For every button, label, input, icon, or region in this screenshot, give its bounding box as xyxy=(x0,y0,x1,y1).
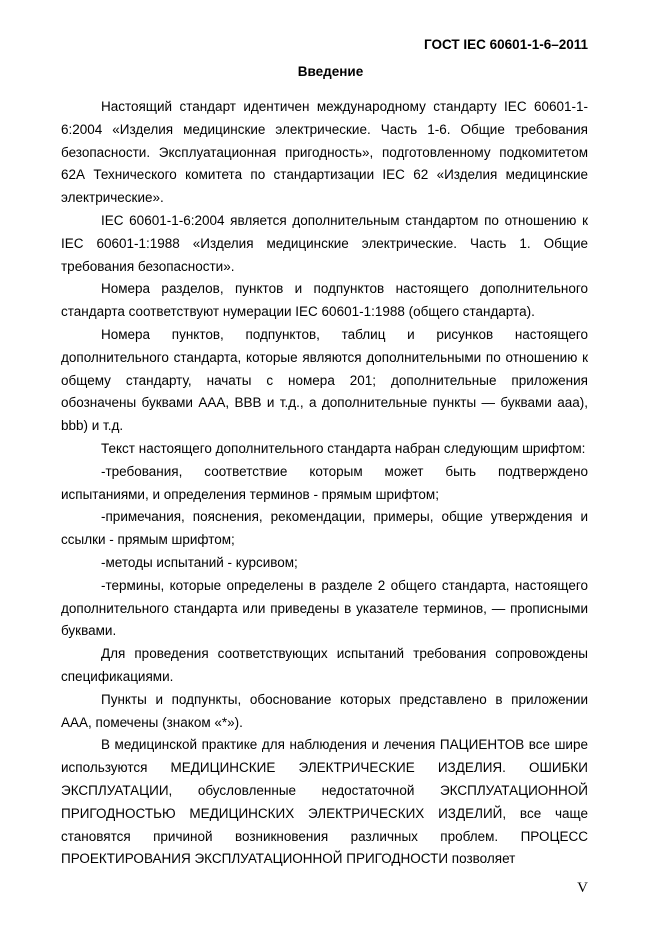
list-item: -термины, которые определены в разделе 2 общего стандарта, настоящего дополнительного стандарта или приведены в указателе терминов, — прописными буквами. xyxy=(61,577,588,639)
paragraph: Настоящий стандарт идентичен международному стандарту IEC 60601-1-6:2004 «Изделия медицинские электрические. Часть 1-6. Общие требования безопасности. Эксплуатационная пригодность», подготовленному подкомитетом 62А Технического комитета по стандартизации IEC 62 «Изделия медицинские электрические». xyxy=(61,99,588,206)
paragraph: Текст настоящего дополнительного стандарта набран следующим шрифтом: xyxy=(101,440,586,456)
paragraph: В медицинской практике для наблюдения и лечения ПАЦИЕНТОВ все шире используются МЕДИЦИНСКИЕ ЭЛЕКТРИЧЕСКИЕ ИЗДЕЛИЯ. ОШИБКИ ЭКСПЛУАТАЦИИ, обусловленные недостаточной ЭКСПЛУАТАЦИОННОЙ ПРИГОДНОСТЬЮ МЕДИЦИНСКИХ ЭЛЕКТРИЧЕСКИХ ИЗДЕЛИЙ, все чаще становятся причиной возникновения различных проблем. ПРОЦЕСС ПРОЕКТИРОВАНИЯ ЭКСПЛУАТАЦИОННОЙ ПРИГОДНОСТИ позволяет xyxy=(61,737,588,867)
paragraph: Для проведения соответствующих испытаний требования сопровождены спецификациями. xyxy=(61,646,588,684)
page-number: V xyxy=(577,880,588,896)
paragraph: Номера разделов, пунктов и подпунктов настоящего дополнительного стандарта соответствуют нумерации IEC 60601-1:1988 (общего стандарта). xyxy=(61,281,588,320)
paragraph: Пункты и подпункты, обоснование которых представлено в приложении ААА, помечены (знаком «*»). xyxy=(61,691,588,730)
document-header: ГОСТ IEC 60601-1-6–2011 xyxy=(424,37,588,52)
list-item: -примечания, пояснения, рекомендации, примеры, общие утверждения и ссылки - прямым шрифтом; xyxy=(61,509,588,548)
paragraph: Номера пунктов, подпунктов, таблиц и рисунков настоящего дополнительного стандарта, которые являются дополнительными по отношению к общему стандарту, начаты с номера 201; дополнительные приложения обозначены буквами ААА, ВВВ и т.д., а дополнительные пункты — буквами ааа), bbb) и т.д. xyxy=(61,326,588,434)
document-body xyxy=(61,96,588,871)
section-title: Введение xyxy=(297,64,364,79)
paragraph: IEC 60601-1-6:2004 является дополнительным стандартом по отношению к IEC 60601-1:1988 «Изделия медицинские электрические. Часть 1. Общие требования безопасности». xyxy=(61,212,588,274)
list-item: -методы испытаний - курсивом; xyxy=(101,554,298,570)
list-item: -требования, соответствие которым может быть подтверждено испытаниями, и определения терминов - прямым шрифтом; xyxy=(61,463,588,502)
